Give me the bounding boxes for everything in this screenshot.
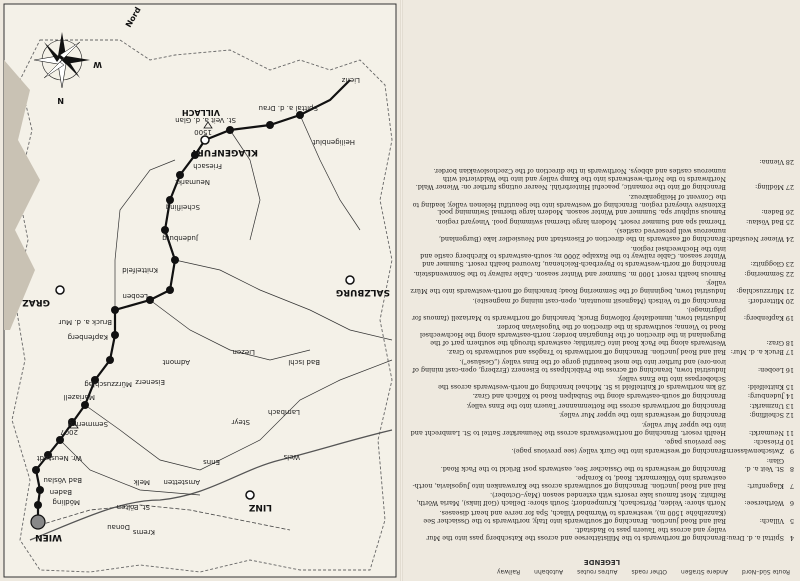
entry-description [410,157,726,165]
place-label: Bad Ischl [288,358,320,366]
elevation-label: 1500 [194,128,212,136]
entry-description: Rail and Road junction. Branching off southwards into Italy, northwards to the Ossiacher See (Kanzelhöhe 1500 m), westwards to Warmbad Villach, Spa for nerve and heart diseases. [423,508,726,525]
entry-description: Famous health resort 1000 m. Summer and Winter season. Cable railway to the Sonnwendstein. [413,269,726,278]
compass-west-label: W [93,60,102,69]
entry-place: Leoben: [757,365,784,374]
entry-number: 7 [789,482,794,491]
entry-description: Rail and Road junction. Branching off southwards across the Karawanken into Jugoslavia, north-eastwards into Völkermarkt. Road, to Koralpe. [412,474,726,491]
entry-place: Wiener Neustadt: [726,235,784,244]
place-label: Enns [203,458,220,466]
route-entry [410,226,794,242]
entry-description: 28 km northwards of Knittelfeld is St. Michael branching off north-westwards across the Schoberpass into the Enns valley. [438,375,726,392]
entry-description: See previous page. [664,438,726,447]
legend-item: Railway [496,568,521,575]
entry-place: Judenburg: [747,392,784,401]
route-stop-dot [81,401,89,409]
entry-description: Branching off north-westwards to Payerbach-Reichenau, favoured health resort. Summer and Winter season. Cable railway to the Raxalpe 2000 m; south-eastwards to Kirchberg castle and into the Hochwechsel region. [420,244,726,269]
entry-place: Kapfenberg: [743,313,784,322]
place-label: Scheifling [165,203,200,211]
entry-place: Neumarkt: [748,428,784,437]
city-label-klagenfurt: KLAGENFURT [191,147,258,157]
place-label: Semmering [67,420,108,428]
route-entry [410,296,794,304]
place-label: Bruck a. d. Mur [58,318,112,326]
entry-number: 19 [785,313,794,322]
place-label: Lambach [267,408,300,416]
entry-place: Semmering: [744,269,784,278]
route-entry [410,269,794,277]
entry-place: Mitterdorf: [747,296,784,305]
rotated-text-block [404,0,800,581]
entry-number: 5 [789,516,794,525]
entry-place: Friesach: [753,438,784,447]
entry-place: Mürzzuschlag: [736,287,784,296]
place-label: Baden [49,488,72,496]
route-entry [410,447,794,455]
route-stop-dot [32,466,40,474]
route-entry [410,392,794,400]
entry-description: Branching off to Veitsch (Magnesit mountain, open-cast mining of magnesite). [472,296,726,305]
route-stop-dot [36,486,44,494]
route-stop-dot [266,121,274,129]
route-entry [410,357,794,373]
city-label-salzburg: SALZBURG [335,287,390,297]
route-stop-dot [171,256,179,264]
entry-place: Unzmarkt: [749,401,784,410]
route-stop-dot [34,501,42,509]
route-entry [410,410,794,418]
route-stop-dot [56,436,64,444]
entry-number: 16 [785,365,794,374]
entry-place: Baden: [761,208,784,217]
entry-description: Rail and Road junction. Branching off northwards to Tragöss and southwards to Graz. [446,348,726,357]
route-stop-dot [111,306,119,314]
place-label: Lienz [341,76,360,84]
route-entry [410,278,794,294]
place-label: Neumarkt [175,178,210,186]
place-label: Amstetten [163,478,200,486]
entry-description: Branching off south-eastwards along the Stubalpen Road to Köflach and Graz. [472,392,726,401]
elevation-label: 2007 [60,428,78,436]
entry-description: Branching off northwards to the Millstättersee and across the Katschberg pass into the Mur valley and across the Tauern pass to Radstadt. [426,526,726,542]
entry-description: Branching off westwards to the Ossiacher See, eastwards post Brückl to the Pack Road. [440,464,726,473]
entry-place: Zwischenwässern: [724,447,784,456]
route-entry [410,456,794,472]
place-label: St. Veit a. d. Glan [175,116,236,124]
place-label: Melk [133,478,150,486]
city-label-linz: LINZ [248,502,272,512]
entry-number: 28 [785,158,794,167]
legend-item: Route Süd–Nord [741,568,790,575]
entry-description: Branching off westwards into the upper Mur valley. [558,411,726,420]
place-label: Judenburg [162,234,198,242]
entry-number: 13 [785,401,794,410]
entry-number: 23 [785,260,794,269]
entry-place: Graz: [766,339,784,348]
place-label: Donau [107,523,130,531]
entry-place: Villach: [759,516,784,525]
entry-description: Industrial town, branching off across the Präbichlpass to Eisenerz (Erzberg, open-cast mining of iron-ore) and further into the most beautiful gorge of the Enns valley („Gesäuse"). [412,357,726,374]
entry-number: 24 [785,235,794,244]
route-entries-list [410,6,794,541]
route-entry [410,217,794,225]
legend-item: Andere Straßen [681,568,728,575]
entry-place: Scheifling: [749,411,784,420]
city-label-graz: GRAZ [22,297,50,307]
entry-number: 22 [785,269,794,278]
entry-description: Industrial town, beginning of the Semmering Road; branching off north-westwards into the Mürz valley. [410,279,726,296]
entry-number: 11 [785,428,794,437]
route-entry [410,473,794,489]
place-label: Heiligenblut [312,138,355,146]
route-stop-dot [166,286,174,294]
city-label-wien: WIEN [35,532,62,542]
city-marker-salzburg [346,276,354,284]
legend [414,545,790,575]
route-entry [410,401,794,409]
legend-heading: LEGENDE [583,558,621,566]
city-marker-linz [246,491,254,499]
entry-number: 27 [785,183,794,192]
route-entry [410,305,794,321]
entry-place: Knittelfeld: [747,383,784,392]
place-label: Wr. Neustadt [36,454,82,462]
entry-number: 4 [789,534,794,542]
entry-description: North shore: Velden, Pörtschach, Krumpendorf; South shore: Dellach (Golf links), Maria Wörth, Reifnitz. Most famous lake resorts with extended season (May–October). [416,491,726,508]
route-entry [410,491,794,507]
place-label: Mürzzuschlag [84,380,132,388]
place-label: Kapfenberg [67,333,108,341]
entry-number: 25 [785,217,794,226]
place-label: Mariazell [63,393,95,401]
entry-number: 14 [785,392,794,401]
entry-place: St. Veit a. d. Glan: [744,456,784,473]
place-label: Krems [132,528,155,536]
legend-item: Other roads [631,568,667,575]
route-entry [410,244,794,268]
route-entry [410,322,794,346]
place-label: Liezen [232,348,255,356]
entry-description: Branching off into the romantic, peaceful Hinterbrühl. Nearer outings further on: Wiener Wald. Northwards to the North-westwards into the Kamp valley and into the Waldviertel with numerous castles and abbeys. Northwards in the direction of the Czechoslovakian border. [415,167,726,192]
compass-north-label: N [57,96,64,105]
compass-nord-label: Nord [123,5,143,29]
entry-place: Spittal a. d. Drau: [726,534,784,542]
entry-number: 21 [785,287,794,296]
route-entry [410,525,794,541]
route-stop-dot [111,331,119,339]
route-description-panel [404,0,800,581]
route-entry [410,348,794,356]
place-label: Admont [162,358,190,366]
entry-place: Vienna: [759,158,784,167]
place-label: Steyr [231,418,250,426]
city-marker-graz [56,286,64,294]
route-entry [410,437,794,445]
entry-place: Klagenfurt: [747,482,784,491]
route-stop-dot [176,171,184,179]
entry-number: 6 [789,499,794,508]
route-entry [410,157,794,165]
entry-number: 26 [785,208,794,217]
place-label: Wels [283,453,300,461]
route-entry [410,167,794,191]
entry-description: Industrial town, immediately following Bruck, branching off northwards to Mariazell (famous for pilgrimage). [411,305,726,322]
entry-place: Bad Vöslau: [746,217,784,226]
route-stop-dot [226,126,234,134]
entry-number: 15 [785,383,794,392]
entry-place: Mödling: [755,183,784,192]
place-label: Eisenerz [135,378,165,386]
route-entry [410,374,794,390]
legend-item: Autobahn [534,568,564,575]
entry-number: 10 [785,438,794,447]
route-entry [410,192,794,216]
route-entry [410,420,794,436]
city-marker-klagenfurt [201,136,209,144]
entry-description: Branching off northwards across the Rottenmanner Tauern into the Enns valley. [466,401,726,410]
entry-number: 9 [789,447,794,456]
city-marker-wien [31,515,45,529]
route-stop-dot [166,196,174,204]
entry-number: 8 [789,464,794,473]
route-entry [410,508,794,524]
page-fold [400,0,403,581]
entry-description: Branching off eastwards in the direction of Eisenstadt and Neusiedler lake (Burgenland, numerous well preserved castles). [438,227,726,244]
entry-place: Wörthersee: [744,499,784,508]
entry-place: Bruck a. d. Mur: [730,348,784,357]
entry-number: 20 [785,296,794,305]
place-label: Leoben [122,292,148,300]
route-stop-dot [161,226,169,234]
legend-row [414,568,790,575]
entry-number: 17 [785,348,794,357]
entry-place: Gloggnitz: [750,260,784,269]
legend-item: Autres routes [577,568,618,575]
route-stop-dot [106,356,114,364]
entry-description: Health resort. Branching off northwestwards across the Neumarkter Sattel to St. Lambrecht and into the upper Mur valley. [410,420,726,437]
entry-number: 18 [785,339,794,348]
place-label: Spittal a. d. Drau [258,104,318,112]
place-label: Bad Vöslau [43,476,82,484]
place-label: Friesach [193,162,222,170]
entry-description: Westwards along the Pack Road into Carinthia; eastwards through the southern part of the Burgenland in the direction of the Hungarian border; north-eastwards along the Hochwechsel Road to Vienna; southwards in the direction of the Yugoslavian border. [419,323,726,348]
entry-description: Famous sulphur spa. Summer and Winter season. Modern large thermal Swimming pool. Extensive vineyard region. Branching off westwards into the beautiful Helenen valley, leading to the Convent of Heiligenkreuz. [412,192,726,217]
place-label: St. Pölten [116,503,150,511]
entry-description: Thermal spa and Summer resort. Modern large thermal swimming pool. Vineyard region. [435,217,726,226]
entry-description: Branching off westwards into the Gurk valley (see previous page). [511,447,726,456]
place-label: Knittelfeld [122,266,158,274]
entry-number: 12 [785,411,794,420]
city-label-villach: VILLACH [181,108,220,117]
place-label: Mödling [52,498,80,506]
